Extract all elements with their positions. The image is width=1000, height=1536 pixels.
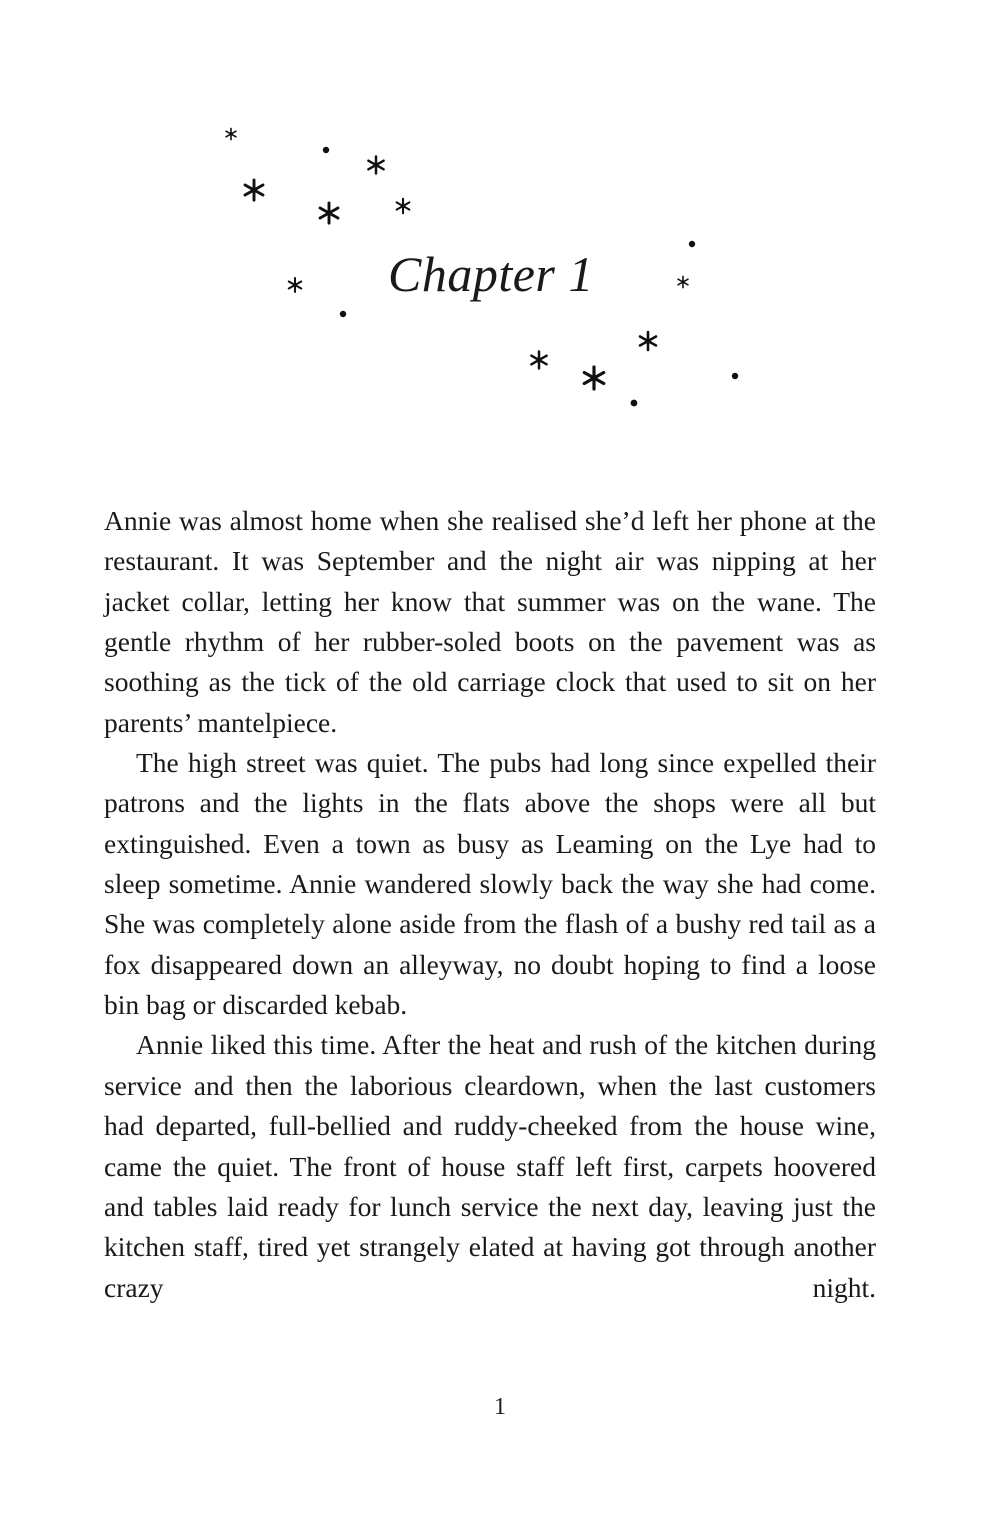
star-icon bbox=[531, 351, 546, 368]
star-icon bbox=[640, 332, 656, 350]
star-icon bbox=[678, 276, 688, 287]
page-number: 1 bbox=[494, 1394, 506, 1420]
star-icon bbox=[289, 278, 301, 292]
dot-icon bbox=[689, 241, 695, 247]
paragraph-2: The high street was quiet. The pubs had long since expelled their patrons and the lights in the flats above the shops were all but extinguished. Even a town as busy as Leaming on the Lye had to sleep sometime. Annie wandered slowly back the way she had come. She was completely alone aside from the flash of a bushy red tail as a fox disappeared down an alleyway, no doubt hoping to find a loose bin bag or discarded kebab. bbox=[104, 747, 876, 1021]
star-icon bbox=[584, 367, 604, 389]
star-icon bbox=[245, 180, 263, 200]
star-icon bbox=[320, 203, 338, 223]
paragraph-3: Annie liked this time. After the heat and rush of the kitchen during service and then the laborious cleardown, when the last customers had departed, full-bellied and ruddy-cheeked from the house wine, came the quiet. The front of house staff left first, carpets hoovered and tables laid ready for lunch service the next day, leaving just the kitchen staff, tired yet strangely elated at having got through another crazy night. bbox=[104, 1029, 876, 1303]
chapter-body bbox=[104, 501, 876, 1308]
dot-icon bbox=[323, 147, 329, 153]
star-ornament-icon bbox=[0, 0, 1000, 460]
chapter-title: Chapter 1 bbox=[388, 246, 594, 302]
dot-icon bbox=[631, 400, 638, 407]
paragraph-1: Annie was almost home when she realised she’d left her phone at the restaurant. It was September and the night air was nipping at her jacket collar, letting her know that summer was on the wane. The gentle rhythm of her rubber-soled boots on the pavement was as soothing as the tick of the old carriage clock that used to sit on her parents’ mantelpiece. bbox=[104, 505, 876, 738]
dot-icon bbox=[732, 373, 738, 379]
dot-icon bbox=[340, 311, 346, 317]
star-icon bbox=[397, 199, 410, 213]
star-icon bbox=[368, 156, 383, 173]
star-icon bbox=[226, 128, 236, 139]
